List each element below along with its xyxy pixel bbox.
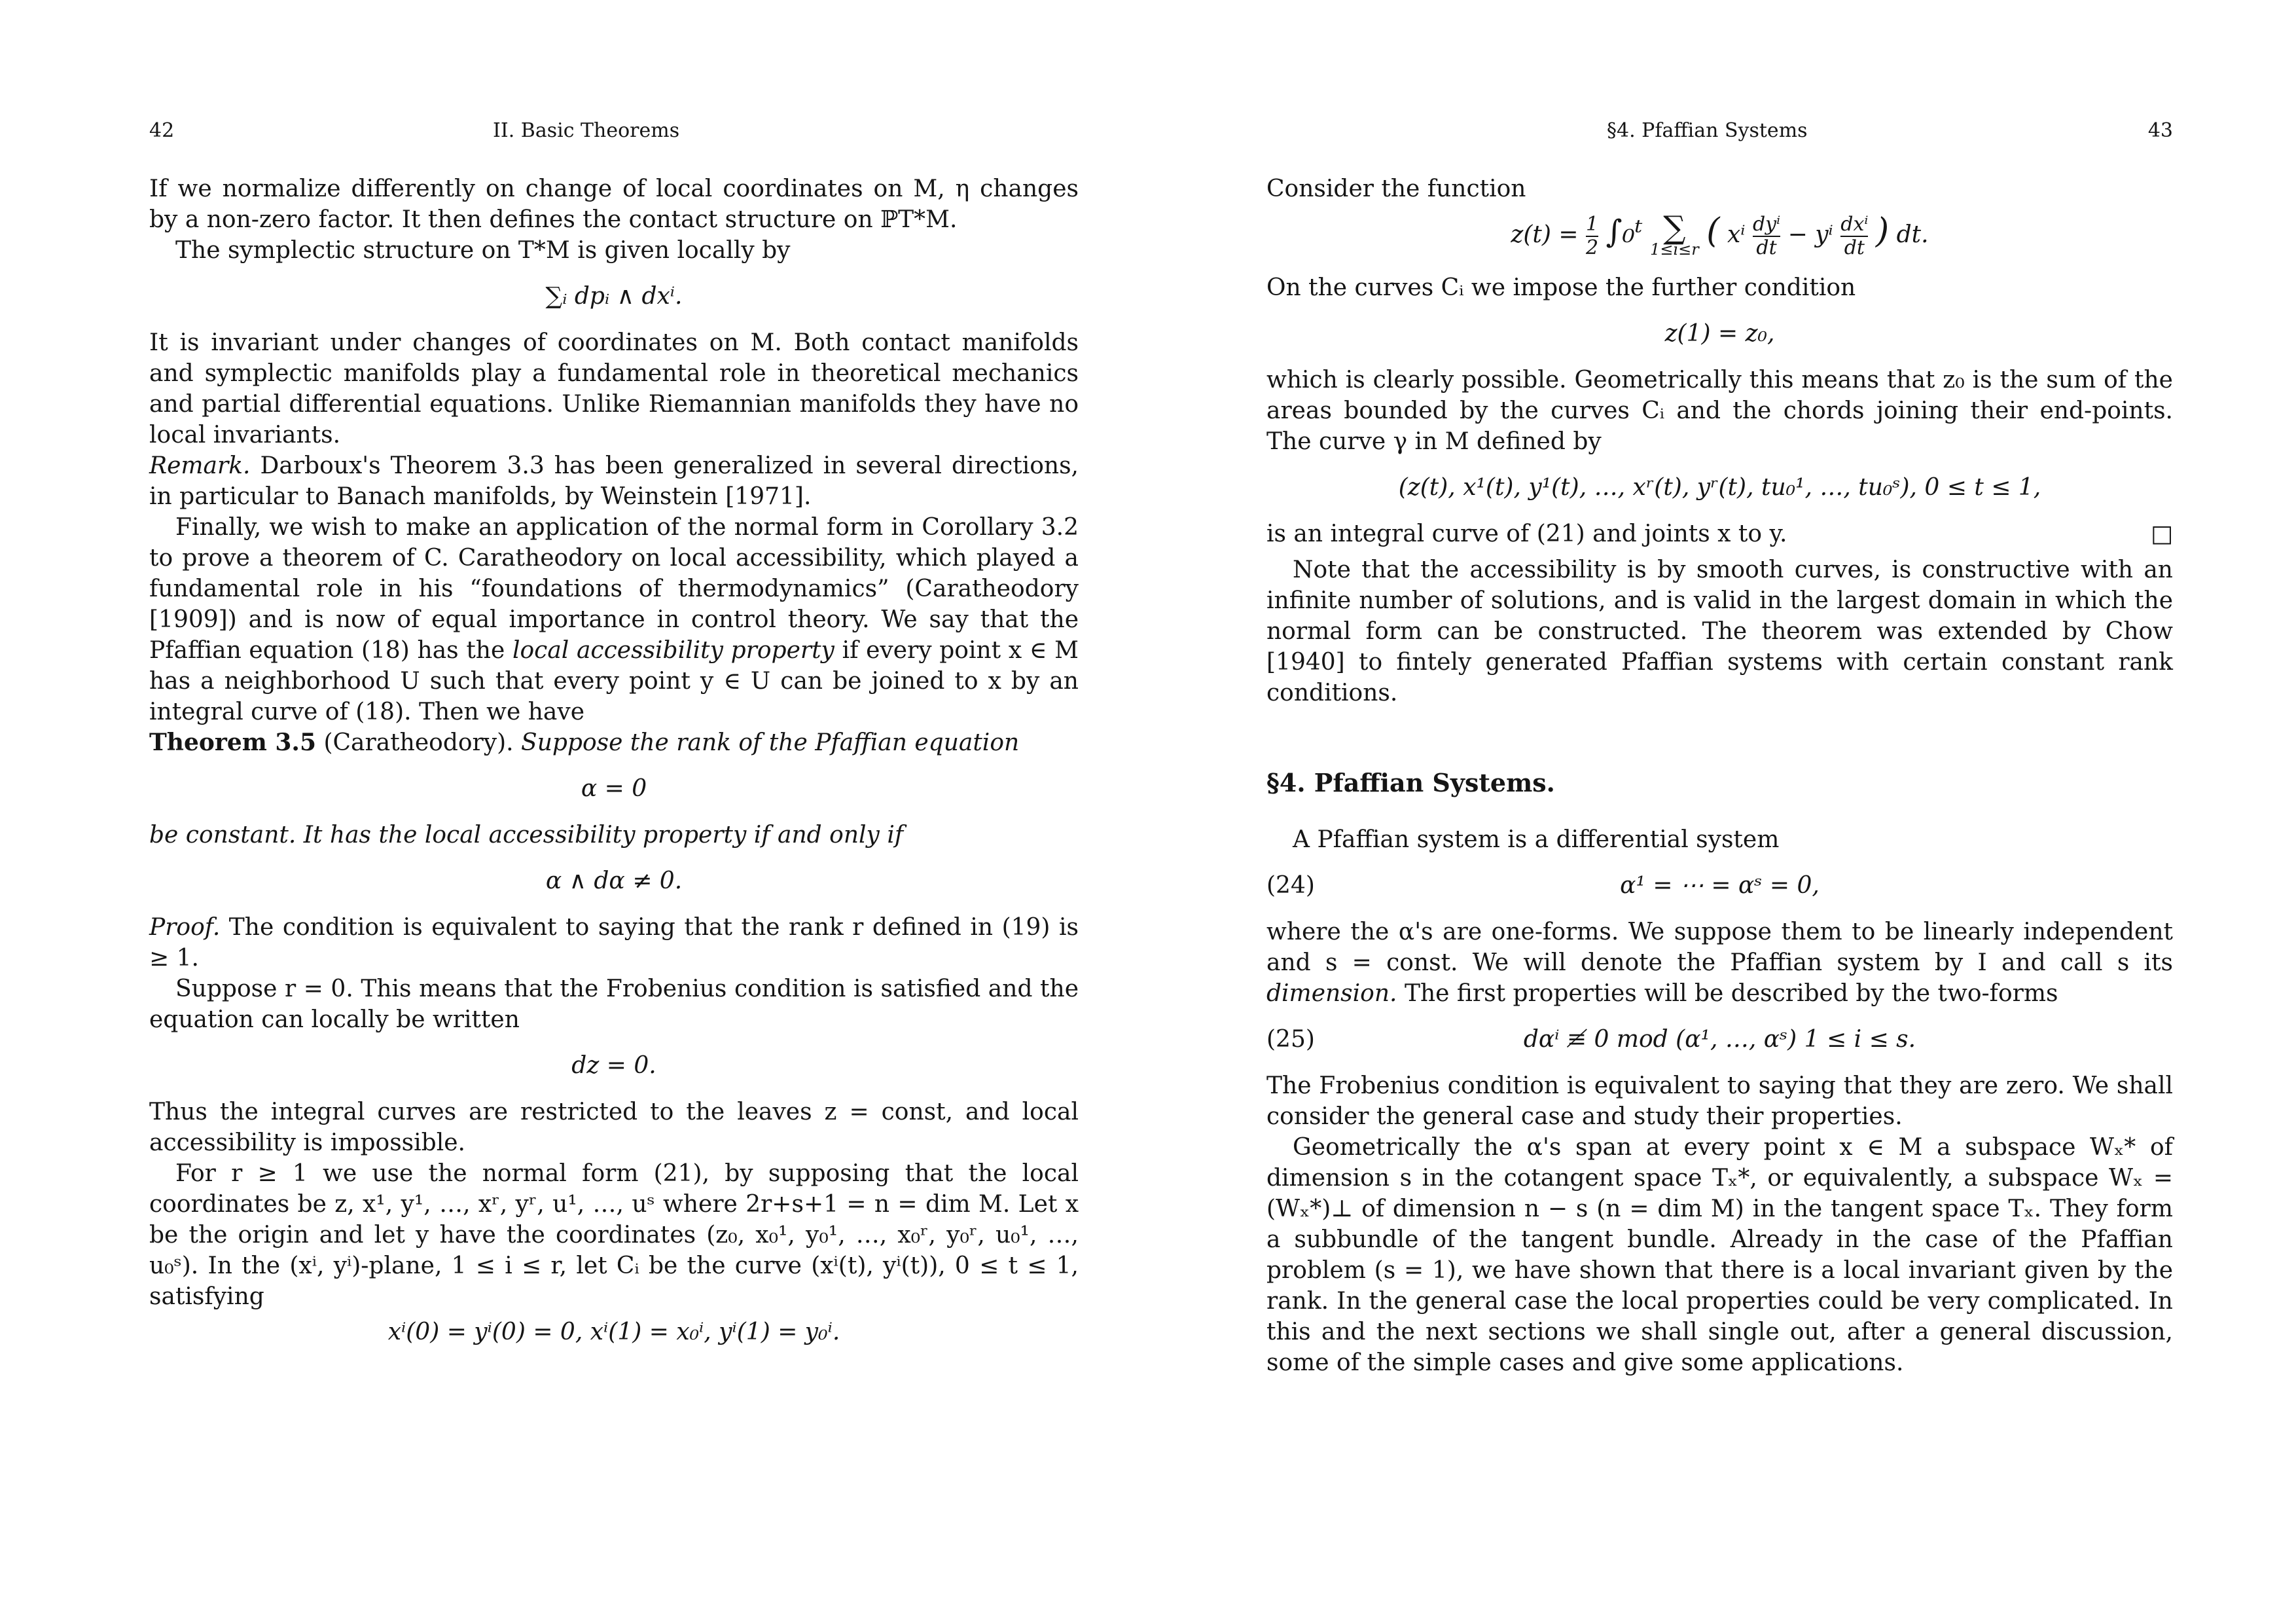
fraction-half xyxy=(1586,213,1598,259)
remark xyxy=(149,450,1079,512)
paragraph: Geometrically the α's span at every point x ∈ M a subspace Wₓ* of dimension s in the cotangent space Tₓ*, or equivalently, a subspace Wₓ = (Wₓ*)⊥ of dimension n − s (n = dim M) in the tangent space Tₓ. They form a subbundle of the tangent bundle. Already in the case of the Pfaffian problem (s = 1), we have shown that there is a local invariant given by the rank. In the general case the local properties could be very complicated. In this and the next sections we shall single out, after a general discussion, some of the simple cases and give some applications. xyxy=(1266,1134,2173,1376)
equation-alpha-dalpha: α ∧ dα ≠ 0. xyxy=(545,867,683,894)
sum-block xyxy=(1650,210,1699,259)
equation-curve: (z(t), x¹(t), y¹(t), …, xʳ(t), yʳ(t), tu₀¹, …, tu₀ˢ), 0 ≤ t ≤ 1, xyxy=(1398,474,2041,501)
paragraph: Consider the function xyxy=(1266,175,1526,202)
right-body xyxy=(1266,173,2173,1378)
remark-label: Remark. xyxy=(149,452,251,479)
integral-sign: ∫₀ᵗ xyxy=(1605,213,1643,250)
proof-text: The condition is equivalent to saying that the rank r defined in (19) is ≥ 1. xyxy=(149,914,1079,972)
left-body xyxy=(149,173,1079,1363)
qed-symbol: □ xyxy=(2150,520,2173,547)
paragraph xyxy=(149,512,1079,727)
remark-text: Darboux's Theorem 3.3 has been generalized in several directions, in particular to Banach manifolds, by Weinstein [1971]. xyxy=(149,452,1079,510)
paragraph: On the curves Cᵢ we impose the further condition xyxy=(1266,274,1856,301)
running-head-title-right: §4. Pfaffian Systems xyxy=(1607,119,1808,142)
page-number-left: 42 xyxy=(149,119,175,142)
frac-den: dt xyxy=(1753,236,1780,259)
equation-symplectic: ∑ᵢ dpᵢ ∧ dxⁱ. xyxy=(545,283,683,310)
paragraph: It is invariant under changes of coordinates on M. Both contact manifolds and symplectic manifolds play a fundamental role in theoretical mechanics and partial differential equations. Unlike Riemannian manifolds they have no local invariants. xyxy=(149,329,1079,448)
frac-den: dt xyxy=(1840,236,1868,259)
proof xyxy=(149,912,1079,974)
emphasis: dimension. xyxy=(1266,980,1397,1007)
equation-number: (24) xyxy=(1266,872,1315,899)
text-run: Finally, we wish to make an application of the normal form in Corollary 3.2 to prove a theorem of C. Caratheodory on local accessibility, which played a fundamental role in his “foundations of thermodynamics” (Caratheodory [1909]) and is now of equal importance in control theory. We say that the Pfaffian equation (18) has the xyxy=(149,514,1079,664)
frac-num: dxⁱ xyxy=(1840,213,1869,236)
page-number-right: 43 xyxy=(2147,119,2173,142)
equation-z1: z(1) = z₀, xyxy=(1664,320,1775,347)
left-page xyxy=(149,0,1079,1623)
frac-num: dyⁱ xyxy=(1752,213,1781,236)
paragraph: If we normalize differently on change of local coordinates on M, η changes by a non-zero factor. It then defines the contact structure on ℙT*M. xyxy=(149,175,1079,233)
section-heading: §4. Pfaffian Systems. xyxy=(1266,768,1555,797)
text-run: where the α's are one-forms. We suppose them to be linearly independent and s = const. We will denote the Pfaffian system by I and call s its xyxy=(1266,919,2173,976)
proof-label: Proof. xyxy=(149,914,221,941)
paragraph: Suppose r = 0. This means that the Frobenius condition is satisfied and the equation can locally be written xyxy=(149,976,1079,1033)
fraction-dy-dt xyxy=(1753,213,1780,259)
equation-z-function: z(t) = $\frac{1}{2}$ ∫₀ᵗ ∑ 1≤i≤r ( xⁱ dyⁱ dt − yⁱ dxⁱ dt ) dt. xyxy=(1511,210,1929,259)
fraction-dx-dt xyxy=(1840,213,1868,259)
equation-content: α¹ = ⋯ = αˢ = 0, xyxy=(1620,872,1820,899)
right-page xyxy=(1266,0,2173,1623)
theorem-text: be constant. It has the local accessibility property if and only if xyxy=(149,822,904,848)
running-head-left xyxy=(149,119,1079,152)
paragraph: The Frobenius condition is equivalent to saying that they are zero. We shall consider the general case and study their properties. xyxy=(1266,1072,2173,1130)
text-run: if every point x ∈ M has a neighborhood U such that every point y ∈ U can be joined to x by an integral curve of (18). Then we have xyxy=(149,637,1079,725)
theorem-text: Suppose the rank of the Pfaffian equation xyxy=(521,729,1020,756)
theorem xyxy=(149,727,1079,758)
equation-24 xyxy=(1266,869,2173,902)
emphasis: local accessibility property xyxy=(512,637,834,664)
paragraph: For r ≥ 1 we use the normal form (21), by supposing that the local coordinates be z, x¹, y¹, …, xʳ, yʳ, u¹, …, uˢ where 2r+s+1 = n = dim M. Let x be the origin and let y have the coordinates (z₀, x₀¹, y₀¹, …, x₀ʳ, y₀ʳ, u₀¹, …, u₀ˢ). In the (xⁱ, yⁱ)-plane, 1 ≤ i ≤ r, let Cᵢ be the curve (xⁱ(t), yⁱ(t)), 0 ≤ t ≤ 1, satisfying xyxy=(149,1160,1079,1310)
paragraph: The symplectic structure on T*M is given locally by xyxy=(175,237,791,264)
sum-sign: ∑ xyxy=(1663,210,1686,246)
paragraph xyxy=(1266,917,2173,1009)
equation-alpha: α = 0 xyxy=(581,775,647,802)
equation-dz: dz = 0. xyxy=(571,1052,656,1079)
sum-index: 1≤i≤r xyxy=(1650,240,1699,259)
equation-25 xyxy=(1266,1023,2173,1056)
text-run: The first properties will be described by the two-forms xyxy=(1404,980,2058,1007)
paragraph xyxy=(1266,519,2173,549)
frac-den: 2 xyxy=(1586,236,1599,259)
eq-term: − yⁱ xyxy=(1787,221,1833,248)
text-run: is an integral curve of (21) and joints x to y. xyxy=(1266,520,1787,547)
equation-boundary: xⁱ(0) = yⁱ(0) = 0, xⁱ(1) = x₀ⁱ, yⁱ(1) = y₀ⁱ. xyxy=(387,1319,840,1345)
paragraph: which is clearly possible. Geometrically this means that z₀ is the sum of the areas bounded by the curves Cᵢ and the chords joining their end-points. The curve γ in M defined by xyxy=(1266,367,2173,455)
eq-term: xⁱ xyxy=(1727,221,1746,248)
theorem-label: Theorem 3.5 xyxy=(149,729,317,756)
running-head-right xyxy=(1266,119,2173,152)
paragraph: A Pfaffian system is a differential system xyxy=(1293,826,1780,853)
eq-lhs: z(t) = xyxy=(1511,221,1579,248)
theorem-attribution: (Caratheodory). xyxy=(323,729,514,756)
eq-term: dt. xyxy=(1896,221,1929,248)
paragraph: Thus the integral curves are restricted to the leaves z = const, and local accessibility is impossible. xyxy=(149,1099,1079,1156)
equation-number: (25) xyxy=(1266,1026,1315,1053)
running-head-title-left: II. Basic Theorems xyxy=(493,119,680,142)
frac-num: 1 xyxy=(1586,213,1599,236)
equation-content: dαⁱ ≢ 0 mod (α¹, …, αˢ) 1 ≤ i ≤ s. xyxy=(1523,1026,1916,1053)
paragraph: Note that the accessibility is by smooth curves, is constructive with an infinite number of solutions, and is valid in the largest domain in which the normal form can be constructed. The theorem was extended by Chow [1940] to fintely generated Pfaffian systems with certain constant rank conditions. xyxy=(1266,556,2173,706)
